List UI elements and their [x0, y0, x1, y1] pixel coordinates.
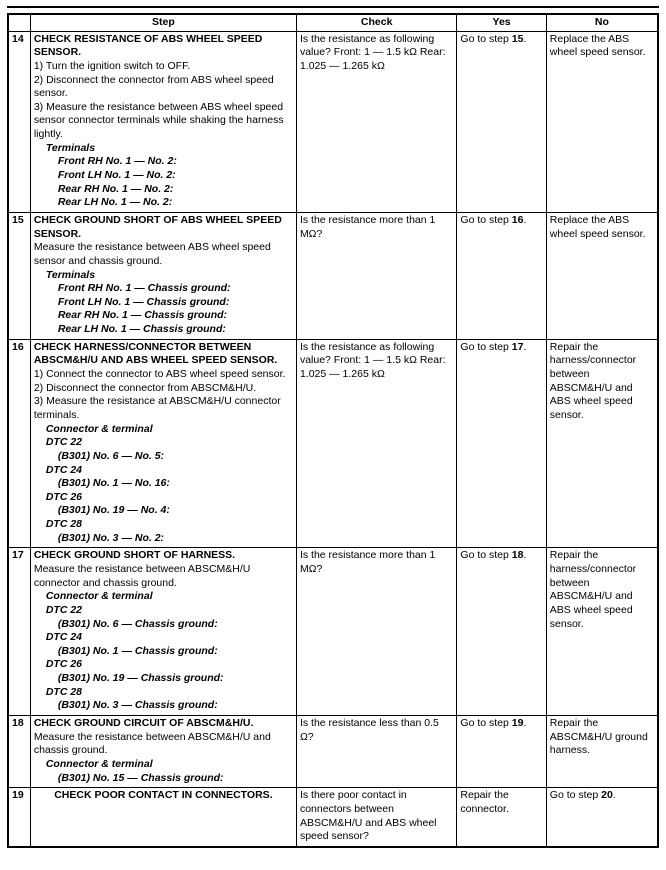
yes-cell [457, 548, 546, 716]
table-row [8, 716, 658, 788]
step-number: 19 [8, 788, 30, 847]
step-terminal-line: Connector & terminal [45, 590, 153, 603]
step-cell [30, 548, 296, 716]
step-terminal-line: Front LH No. 1 — Chassis ground: [57, 295, 230, 308]
header-check: Check [296, 14, 456, 31]
step-title: CHECK GROUND SHORT OF ABS WHEEL SPEED SENSOR. [33, 213, 282, 240]
step-terminal-line: (B301) No. 15 — Chassis ground: [57, 771, 224, 784]
step-number: 18 [8, 716, 30, 788]
no-cell [546, 339, 658, 548]
step-number: 17 [8, 548, 30, 716]
no-cell [546, 212, 658, 339]
table-row [8, 548, 658, 716]
step-terminal-line: (B301) No. 3 — Chassis ground: [57, 699, 218, 712]
no-cell [546, 31, 658, 212]
step-title: CHECK POOR CONTACT IN CONNECTORS. [54, 789, 273, 802]
no-cell [546, 788, 658, 847]
text-segment: Replace the ABS wheel speed sensor. [549, 213, 646, 240]
step-title: CHECK GROUND SHORT OF HARNESS. [33, 549, 236, 562]
procedure-table-body [8, 31, 658, 847]
step-terminal-line: Terminals [45, 141, 96, 154]
table-row [8, 788, 658, 847]
step-cell [30, 716, 296, 788]
step-terminal-line: Rear RH No. 1 — Chassis ground: [57, 309, 228, 322]
no-cell [546, 716, 658, 788]
step-instruction: Measure the resistance between ABSCM&H/U connector and chassis ground. [33, 562, 251, 589]
yes-cell [457, 788, 546, 847]
text-segment: Repair the ABSCM&H/U ground harness. [549, 717, 648, 757]
step-number-ref: 16 [511, 213, 524, 226]
text-segment: Go to step [460, 340, 512, 353]
step-number: 14 [8, 31, 30, 212]
step-number: 16 [8, 339, 30, 548]
yes-cell [457, 31, 546, 212]
yes-cell [457, 339, 546, 548]
text-segment: . [523, 549, 527, 562]
text-segment: Go to step [460, 717, 512, 730]
text-segment: . [523, 32, 527, 45]
check-cell: Is the resistance as following value? Front: 1 — 1.5 kΩ Rear: 1.025 — 1.265 kΩ [296, 31, 456, 212]
diagnostic-procedure-table [7, 13, 659, 848]
step-number-ref: 20 [601, 789, 613, 802]
check-cell: Is the resistance as following value? Front: 1 — 1.5 kΩ Rear: 1.025 — 1.265 kΩ [296, 339, 456, 548]
step-terminal-line: (B301) No. 6 — Chassis ground: [57, 617, 218, 630]
step-cell [30, 31, 296, 212]
step-terminal-line: DTC 28 [45, 518, 83, 531]
page-top-rule [7, 6, 659, 8]
step-instruction: 1) Turn the ignition switch to OFF. [33, 59, 191, 72]
text-segment: Repair the harness/connector between ABSCM&H/U and ABS wheel speed sensor. [549, 549, 637, 630]
step-instruction: 3) Measure the resistance between ABS wheel speed sensor connector terminals while shaking the harness lightly. [33, 100, 284, 141]
table-header [8, 14, 658, 31]
yes-cell [457, 716, 546, 788]
text-segment: Go to step [460, 549, 512, 562]
step-terminal-line: Rear LH No. 1 — No. 2: [57, 196, 173, 209]
header-row [8, 14, 658, 31]
table-row [8, 212, 658, 339]
step-title: CHECK GROUND CIRCUIT OF ABSCM&H/U. [33, 717, 254, 730]
check-cell: Is the resistance less than 0.5 Ω? [296, 716, 456, 788]
yes-cell [457, 212, 546, 339]
step-number: 15 [8, 212, 30, 339]
step-number-ref: 19 [511, 717, 524, 730]
step-number-ref: 15 [511, 32, 524, 45]
step-terminal-line: Terminals [45, 268, 96, 281]
check-cell: Is the resistance more than 1 MΩ? [296, 548, 456, 716]
step-terminal-line: (B301) No. 1 — Chassis ground: [57, 644, 218, 657]
step-terminal-line: (B301) No. 3 — No. 2: [57, 531, 165, 544]
header-yes: Yes [457, 14, 546, 31]
text-segment: . [523, 717, 527, 730]
step-terminal-line: (B301) No. 1 — No. 16: [57, 477, 170, 490]
step-terminal-line: DTC 26 [45, 490, 83, 503]
step-terminal-line: DTC 24 [45, 631, 83, 644]
step-instruction: 2) Disconnect the connector from ABSCM&H/U. [33, 381, 257, 394]
table-row [8, 339, 658, 548]
text-segment: Replace the ABS wheel speed sensor. [549, 32, 646, 59]
step-terminal-line: Rear RH No. 1 — No. 2: [57, 182, 174, 195]
step-instruction: Measure the resistance between ABSCM&H/U and chassis ground. [33, 730, 271, 757]
text-segment: Repair the harness/connector between ABSCM&H/U and ABS wheel speed sensor. [549, 340, 637, 421]
step-terminal-line: Rear LH No. 1 — Chassis ground: [57, 323, 226, 336]
step-terminal-line: Front RH No. 1 — No. 2: [57, 155, 177, 168]
step-title: CHECK RESISTANCE OF ABS WHEEL SPEED SENSOR. [33, 32, 263, 59]
step-terminal-line: (B301) No. 19 — Chassis ground: [57, 672, 224, 685]
step-terminal-line: DTC 24 [45, 463, 83, 476]
step-instruction: 2) Disconnect the connector from ABS wheel speed sensor. [33, 73, 274, 100]
step-number-ref: 17 [511, 340, 524, 353]
step-terminal-line: Front RH No. 1 — Chassis ground: [57, 282, 231, 295]
step-terminal-line: DTC 28 [45, 685, 83, 698]
step-terminal-line: DTC 22 [45, 603, 83, 616]
step-terminal-line: Connector & terminal [45, 422, 153, 435]
text-segment: Go to step [460, 32, 512, 45]
step-instruction: Measure the resistance between ABS wheel speed sensor and chassis ground. [33, 241, 271, 267]
text-segment: Repair the connector. [460, 789, 509, 815]
step-terminal-line: DTC 22 [45, 436, 83, 449]
step-number-ref: 18 [511, 549, 524, 562]
step-instruction: 1) Connect the connector to ABS wheel speed sensor. [33, 368, 286, 381]
step-terminal-line: (B301) No. 6 — No. 5: [57, 449, 165, 462]
check-cell: Is the resistance more than 1 MΩ? [296, 212, 456, 339]
header-step-number [8, 14, 30, 31]
table-row [8, 31, 658, 212]
step-cell [30, 212, 296, 339]
step-terminal-line: DTC 26 [45, 658, 83, 671]
step-terminal-line: Front LH No. 1 — No. 2: [57, 169, 176, 182]
header-step: Step [30, 14, 296, 31]
text-segment: Go to step [549, 789, 602, 802]
step-cell [30, 788, 296, 847]
text-segment: Go to step [460, 213, 512, 226]
step-terminal-line: Connector & terminal [45, 757, 153, 770]
header-no: No [546, 14, 658, 31]
text-segment: . [523, 340, 527, 353]
step-terminal-line: (B301) No. 19 — No. 4: [57, 504, 170, 517]
step-instruction: 3) Measure the resistance at ABSCM&H/U connector terminals. [33, 395, 281, 421]
step-cell [30, 339, 296, 548]
text-segment: . [612, 789, 616, 802]
step-title: CHECK HARNESS/CONNECTOR BETWEEN ABSCM&H/U AND ABS WHEEL SPEED SENSOR. [33, 340, 278, 367]
text-segment: . [523, 213, 527, 226]
check-cell: Is there poor contact in connectors between ABSCM&H/U and ABS wheel speed sensor? [296, 788, 456, 847]
no-cell [546, 548, 658, 716]
